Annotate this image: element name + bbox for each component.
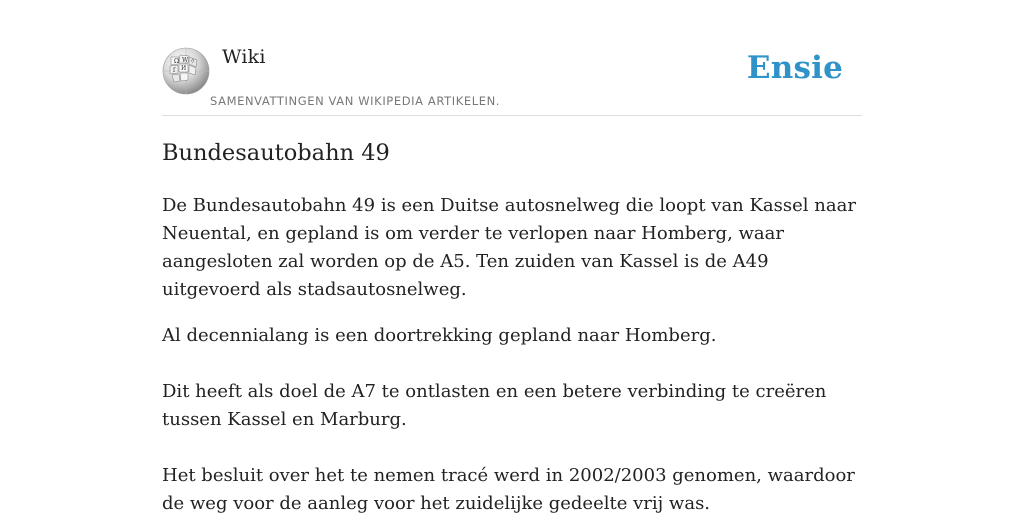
- page-container: [162, 0, 862, 514]
- article-intro: De Bundesautobahn 49 is een Duitse autosnelweg die loopt van Kassel naar Neuental, en gepland is om verder te verlopen naar Homberg, waar aangesloten zal worden op de A5. Ten zuiden van Kassel is de A49 uitgevoerd als stadsautosnelweg.: [162, 195, 856, 300]
- site-name[interactable]: Wiki: [222, 46, 266, 68]
- svg-text:W: W: [182, 57, 189, 64]
- svg-text:Ω: Ω: [174, 58, 179, 65]
- site-tagline: SAMENVATTINGEN VAN WIKIPEDIA ARTIKELEN.: [210, 94, 501, 108]
- article-body: [162, 192, 862, 518]
- article-title: Bundesautobahn 49: [162, 140, 390, 166]
- svg-text:И: И: [181, 65, 187, 72]
- svg-text:ウ: ウ: [190, 59, 196, 65]
- article-paragraph: Dit heeft als doel de A7 te ontlasten en een betere verbinding te creëren tussen Kassel en Marburg.: [162, 381, 827, 430]
- svg-text:ſ: ſ: [173, 67, 176, 74]
- article-paragraph: Al decennialang is een doortrekking gepland naar Homberg.: [162, 325, 717, 346]
- blank-line: [162, 350, 862, 378]
- brand-logo-link[interactable]: Ensie: [746, 50, 843, 86]
- article-paragraph: Het besluit over het te nemen tracé werd in 2002/2003 genomen, waardoor de weg voor de aanleg voor het zuidelijke gedeelte vrij was.: [162, 465, 855, 514]
- site-header: [162, 0, 862, 116]
- blank-line: [162, 434, 862, 462]
- wikipedia-globe-icon[interactable]: [162, 47, 210, 95]
